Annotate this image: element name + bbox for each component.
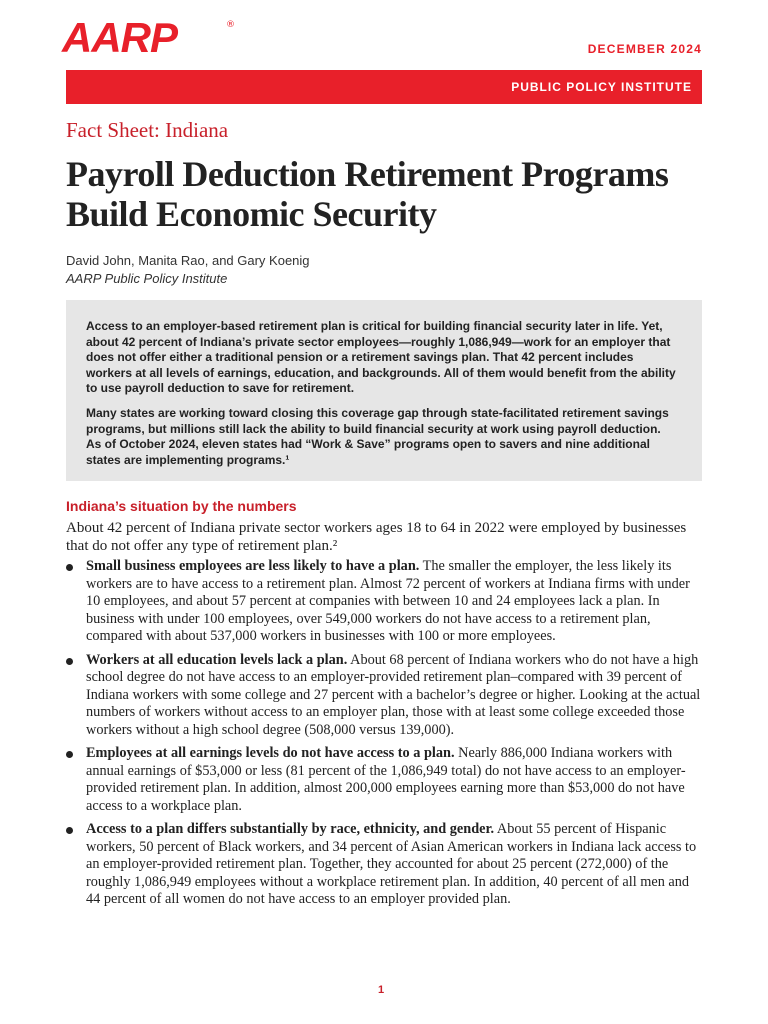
section-intro: About 42 percent of Indiana private sector workers ages 18 to 64 in 2022 were employed by businesses that do not offer any type of retirement plan.²	[66, 520, 687, 554]
bullet-lead: Small business employees are less likely to have a plan.	[86, 558, 420, 574]
page-number: 1	[378, 984, 385, 996]
document-title: Payroll Deduction Retirement Programs Build Economic Security	[66, 154, 669, 234]
bullet-icon	[66, 564, 73, 571]
summary-paragraph-2: Many states are working toward closing this coverage gap through state-facilitated retirement savings programs, but millions still lack the ability to build financial security at work using payroll deduction. As of October 2024, eleven states had “Work & Save” programs open to savers and nine additional states are implementing programs.¹	[86, 406, 669, 467]
bullet-text: About 68 percent of Indiana workers who do not have a high school degree do not have access to an employer-provided retirement plan–compared with 39 percent of Indiana workers with some college and 27 percent with a bachelor’s degree or higher. Looking at the actual numbers of workers without access to an employer plan, those with at least some college exceeded those workers without a high school degree (508,000 versus 139,000).	[86, 651, 701, 738]
list-item	[66, 821, 706, 909]
bullet-icon	[66, 751, 73, 758]
registered-mark: ®	[226, 20, 235, 30]
bullet-lead: Access to a plan differs substantially by race, ethnicity, and gender.	[86, 821, 495, 837]
bullet-lead: Employees at all earnings levels do not have access to a plan.	[86, 745, 455, 761]
bullet-text: The smaller the employer, the less likely its workers are to have access to a retirement plan. Almost 72 percent of workers at Indiana firms with under 10 employees, and about 57 percent at companies with between 10 and 24 employees lack a plan. In business with under 100 employees, over 549,000 workers do not have access to a retirement plan, compared with about 537,000 workers in businesses with 100 or more employees.	[86, 558, 690, 644]
publication-date: DECEMBER 2024	[587, 42, 702, 56]
bullet-icon	[66, 658, 73, 665]
section-heading: Indiana’s situation by the numbers	[66, 498, 297, 514]
summary-paragraph-1: Access to an employer-based retirement plan is critical for building financial security later in life. Yet, about 42 percent of Indiana’s private sector employees—roughly 1,086,949—work for an employer that does not offer either a traditional pension or a retirement savings plan. That 42 percent includes workers at all levels of earnings, education, and backgrounds. All of them would benefit from the ability to use payroll deduction to save for retirement.	[86, 319, 676, 395]
logo-wordmark: AARP	[62, 14, 178, 61]
fact-sheet-label: Fact Sheet: Indiana	[66, 118, 229, 142]
author-block	[66, 252, 310, 288]
bullet-lead: Workers at all education levels lack a plan.	[86, 651, 348, 668]
list-item	[66, 745, 706, 815]
bullet-text: About 55 percent of Hispanic workers, 50 percent of Black workers, and 34 percent of Asian American workers in Indiana lack access to an employer-provided retirement plan. Together, they accounted for about 25 percent (272,000) of the roughly 1,086,949 employees without a workplace retirement plan. In addition, 40 percent of all men and 44 percent of all women do not have access to an employer provided plan.	[86, 821, 697, 907]
list-item	[66, 652, 706, 740]
bullet-icon	[66, 827, 73, 834]
author-names: David John, Manita Rao, and Gary Koenig	[66, 253, 310, 268]
findings-list	[66, 558, 706, 915]
institute-name: PUBLIC POLICY INSTITUTE	[511, 80, 692, 94]
list-item	[66, 558, 706, 646]
summary-box	[66, 300, 702, 481]
bullet-text: Nearly 886,000 Indiana workers with annual earnings of $53,000 or less (81 percent of the 1,086,949 total) do not have access to an employer-provided retirement plan. In addition, almost 200,000 employees earning more than $53,000 do not have access to a workplace plan.	[86, 745, 686, 814]
institute-banner	[66, 70, 702, 104]
aarp-logo	[62, 14, 237, 62]
author-organization: AARP Public Policy Institute	[66, 271, 228, 286]
